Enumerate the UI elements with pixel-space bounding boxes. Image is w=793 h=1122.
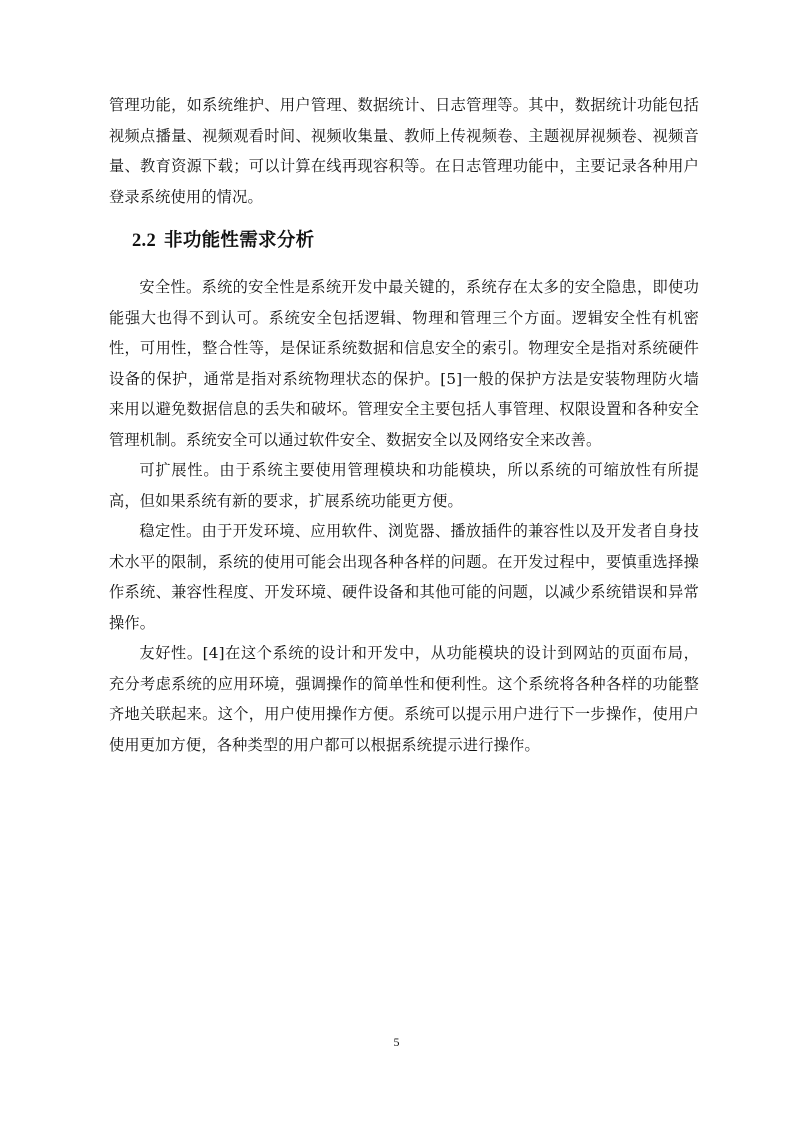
paragraph-stability: 稳定性。由于开发环境、应用软件、浏览器、播放插件的兼容性以及开发者自身技术水平的限制，系统的使用可能会出现各种各样的问题。在开发过程中，要慎重选择操作系统、兼容性程度、开发环境、硬件设备和其他可能的问题，以减少系统错误和异常操作。 [109,522,699,632]
paragraph-scalability: 可扩展性。由于系统主要使用管理模块和功能模块，所以系统的可缩放性有所提高，但如果系统有新的要求，扩展系统功能更方便。 [109,461,699,510]
page-content [109,90,699,760]
section-title: 非功能性需求分析 [164,230,315,251]
intro-paragraph: 管理功能，如系统维护、用户管理、数据统计、日志管理等。其中，数据统计功能包括视频点播量、视频观看时间、视频收集量、教师上传视频卷、主题视屏视频卷、视频音量、教育资源下载；可以计算在线再现容积等。在日志管理功能中，主要记录各种用户登录系统使用的情况。 [109,96,699,206]
section-number: 2.2 [132,231,157,251]
paragraph-security: 安全性。系统的安全性是系统开发中最关键的，系统存在太多的安全隐患，即使功能强大也得不到认可。系统安全包括逻辑、物理和管理三个方面。逻辑安全性有机密性，可用性，整合性等，是保证系统数据和信息安全的索引。物理安全是指对系统硬件设备的保护，通常是指对系统物理状态的保护。[5]一般的保护方法是安装物理防火墙来用以避免数据信息的丢失和破坏。管理安全主要包括人事管理、权限设置和各种安全管理机制。系统安全可以通过软件安全、数据安全以及网络安全来改善。 [109,278,699,449]
paragraph-usability: 友好性。[4]在这个系统的设计和开发中，从功能模块的设计到网站的页面布局，充分考虑系统的应用环境，强调操作的简单性和便利性。这个系统将各种各样的功能整齐地关联起来。这个，用户使用操作方便。系统可以提示用户进行下一步操作，使用户使用更加方便，各种类型的用户都可以根据系统提示进行操作。 [109,644,699,754]
section-heading [109,226,699,256]
page-number: 5 [393,1035,400,1049]
